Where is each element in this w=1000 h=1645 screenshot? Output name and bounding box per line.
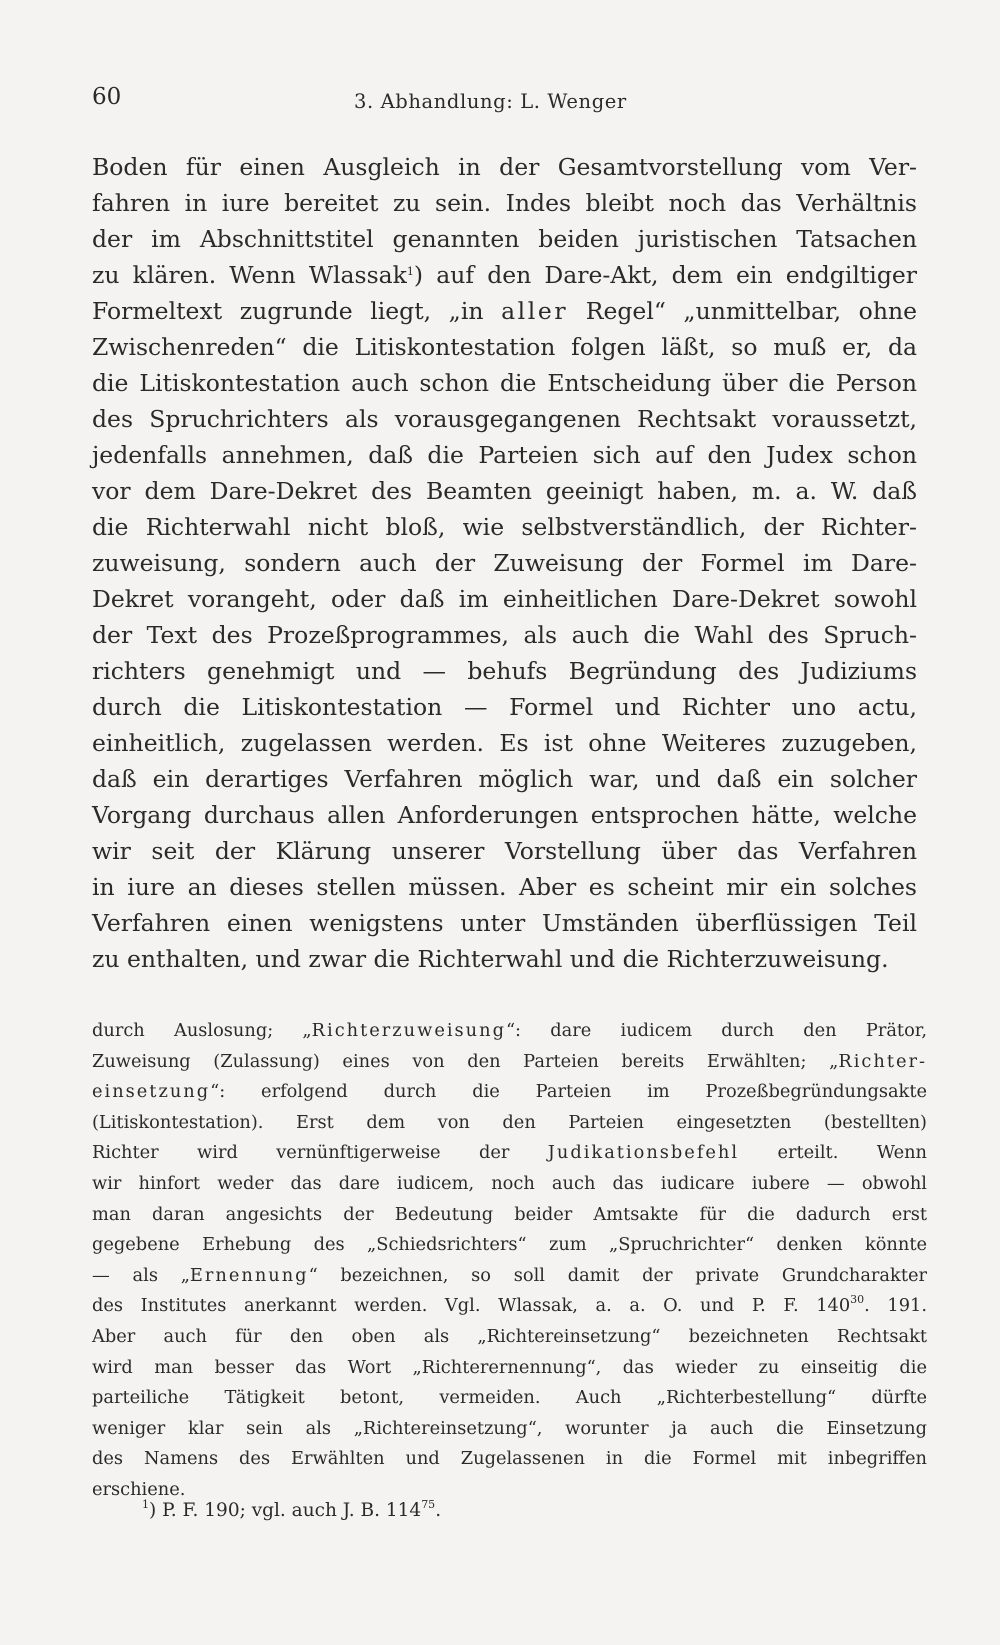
body-line: der Text des Prozeßprogrammes, als auch die Wahl des Spruch- [92,621,917,649]
footnote-text-run: . 191. [864,1295,927,1317]
main-paragraph [92,149,917,977]
footnote-text-run: durch Auslosung; „ [92,1020,312,1041]
footnote-line: des Namens des Erwählten und Zugelassenen in die Formel mit inbegriffen [92,1448,927,1470]
body-line: fahren in iure bereitet zu sein. Indes bleibt noch das Verhältnis [92,189,917,217]
body-line: richters genehmigt und — behufs Begründung des Judiziums [92,657,917,685]
emphasis-spaced: Richter- [838,1050,927,1072]
body-line: die Litiskontestation auch schon die Entscheidung über die Person [92,369,917,397]
footnote-line [92,1047,927,1078]
footnote-line: wir hinfort weder das dare iudicem, noch auch das iudicare iubere — obwohl [92,1172,927,1194]
footnote-line [92,1291,927,1322]
page-number: 60 [92,84,122,110]
body-text-run: zu klären. Wenn Wlassak [92,261,407,289]
body-line: zu enthalten, und zwar die Richterwahl und die Richterzuweisung. [92,945,889,973]
footnote-line: wird man besser das Wort „Richterernennung“, das wieder zu einseitig die [92,1356,927,1378]
footnote-ref: 1 [406,265,414,278]
footnote-line [92,1077,927,1108]
footnote-line [92,1016,927,1047]
body-line: in iure an dieses stellen müssen. Aber es scheint mir ein solches [92,873,917,901]
footnote-text-run: “: erfolgend durch die Parteien im Prozeßbegründungsakte [210,1081,927,1103]
body-line: einheitlich, zugelassen werden. Es ist ohne Weiteres zuzugeben, [92,729,917,757]
page-header [92,84,908,118]
emphasis-spaced: einsetzung [92,1081,211,1103]
body-text-run: ) auf den Dare-Akt, dem ein endgiltiger [413,261,918,289]
body-line [92,257,917,293]
emphasis-spaced: Judikationsbefehl [547,1142,740,1164]
emphasis-spaced: aller [501,297,569,325]
emphasis-spaced: Richterzuweisung [311,1020,506,1041]
body-text-run: Regel“ „unmittelbar, ohne [568,297,918,325]
footnote-line: weniger klar sein als „Richtereinsetzung“, worunter ja auch die Einsetzung [92,1417,927,1439]
body-line: Verfahren einen wenigstens unter Umständen überflüssigen Teil [92,909,917,937]
footnote-line: Aber auch für den oben als „Richtereinsetzung“ bezeichneten Rechtsakt [92,1325,927,1347]
footnote-line: erschiene. [92,1478,186,1500]
footnote-line: parteiliche Tätigkeit betont, vermeiden. Auch „Richterbestellung“ dürfte [92,1387,927,1409]
running-head: 3. Abhandlung: L. Wenger [354,90,627,113]
footnote-text-run: “ bezeichnen, so soll damit der private Grundcharakter [308,1264,927,1286]
body-line: daß ein derartiges Verfahren möglich war, und daß ein solcher [92,765,917,793]
body-line: wir seit der Klärung unserer Vorstellung über das Verfahren [92,837,917,865]
body-line: vor dem Dare-Dekret des Beamten geeinigt haben, m. a. W. daß [92,477,917,505]
body-line: zuweisung, sondern auch der Zuweisung der Formel im Dare- [92,549,917,577]
footnote-text-run: . [435,1500,442,1521]
emphasis-spaced: Ernennung [189,1264,309,1286]
body-line: des Spruchrichters als vorausgegangenen Rechtsakt voraussetzt, [92,405,917,433]
footnote-line: man daran angesichts der Bedeutung beider Amtsakte für die dadurch erst [92,1203,927,1225]
body-line: Vorgang durchaus allen Anforderungen entsprochen hätte, welche [92,801,917,829]
footnote-text-run: ) P. F. 190; vgl. auch J. B. 114 [149,1500,422,1521]
footnote-text-run: Zuweisung (Zulassung) eines von den Parteien bereits Erwählten; „ [92,1050,839,1072]
body-line: der im Abschnittstitel genannten beiden juristischen Tatsachen [92,225,917,253]
footnote-text-run: Richter wird vernünftigerweise der [92,1142,548,1164]
body-line: Dekret vorangeht, oder daß im einheitlichen Dare-Dekret sowohl [92,585,917,613]
body-line [92,293,917,329]
footnote-line [92,1138,927,1169]
footnote-line: gegebene Erhebung des „Schiedsrichters“ zum „Spruchrichter“ denken könnte [92,1234,927,1256]
superscript: 30 [850,1293,865,1307]
body-line: durch die Litiskontestation — Formel und Richter uno actu, [92,693,917,721]
footnote-mark: 1 [142,1498,149,1511]
superscript: 75 [421,1498,436,1511]
body-text-run: Formeltext zugrunde liegt, „in [92,297,502,325]
footnote-text-run: des Institutes anerkannt werden. Vgl. Wlassak, a. a. O. und P. F. 140 [92,1295,851,1317]
footnote-text-run: — als „ [92,1264,190,1286]
footnote-continuation [92,1016,927,1506]
footnote-text-run: “: dare iudicem durch den Prätor, [505,1020,927,1041]
body-line: Boden für einen Ausgleich in der Gesamtvorstellung vom Ver- [92,153,917,181]
footnote-text-run: erteilt. Wenn [739,1142,927,1164]
body-line: jedenfalls annehmen, daß die Parteien sich auf den Judex schon [92,441,917,469]
body-line: Zwischenreden“ die Litiskontestation folgen läßt, so muß er, da [92,333,917,361]
footnote-1 [142,1500,441,1521]
body-line: die Richterwahl nicht bloß, wie selbstverständlich, der Richter- [92,513,917,541]
footnote-line [92,1261,927,1292]
footnote-line: (Litiskontestation). Erst dem von den Parteien eingesetzten (bestellten) [92,1111,927,1133]
